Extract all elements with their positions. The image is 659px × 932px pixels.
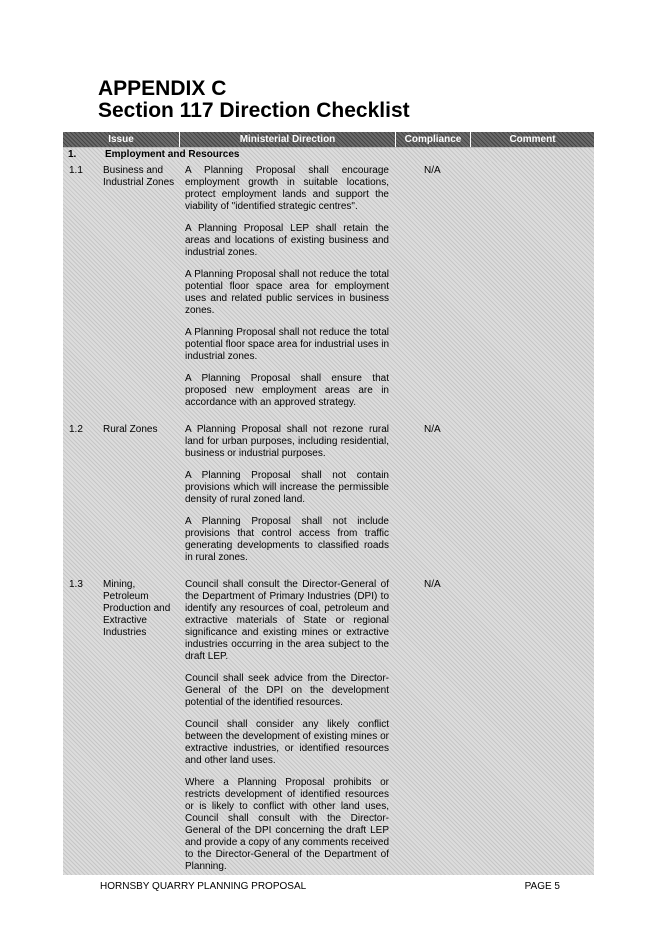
row-comment bbox=[471, 576, 594, 873]
row-direction bbox=[180, 576, 396, 873]
row-compliance: N/A bbox=[424, 165, 441, 176]
direction-paragraph: A Planning Proposal LEP shall retain the areas and locations of existing business and industrial zones. bbox=[185, 223, 389, 258]
direction-paragraph: A Planning Proposal shall not reduce the total potential floor space area for employment uses and related public services in business zones. bbox=[185, 269, 389, 316]
row-direction bbox=[180, 421, 396, 564]
direction-paragraph: Council shall seek advice from the Director-General of the DPI on the development potential of the identified resources. bbox=[185, 673, 389, 708]
row-compliance: N/A bbox=[424, 579, 441, 590]
header-compliance: Compliance bbox=[396, 132, 471, 147]
row-number: 1.2 bbox=[69, 424, 83, 435]
row-issue: Rural Zones bbox=[103, 424, 158, 435]
table-header-row bbox=[63, 132, 594, 147]
row-compliance: N/A bbox=[424, 424, 441, 435]
row-number: 1.3 bbox=[69, 579, 83, 590]
footer-page-number: PAGE 5 bbox=[524, 881, 560, 892]
section-title: Employment and Resources bbox=[105, 149, 240, 160]
section-number: 1. bbox=[68, 149, 77, 160]
header-ministerial-direction: Ministerial Direction bbox=[180, 132, 396, 147]
row-issue: Business and Industrial Zones bbox=[103, 165, 175, 188]
direction-paragraph: A Planning Proposal shall ensure that proposed new employment areas are in accordance with an approved strategy. bbox=[185, 373, 389, 408]
direction-paragraph: A Planning Proposal shall not include provisions that control access from traffic generating developments to classified roads in rural zones. bbox=[185, 516, 389, 563]
row-issue: Mining, Petroleum Production and Extractive Industries bbox=[103, 579, 171, 638]
table-row bbox=[63, 421, 594, 576]
row-comment bbox=[471, 162, 594, 409]
direction-paragraph: Where a Planning Proposal prohibits or restricts development of identified resources or is likely to conflict with other land uses, Council shall consult with the Director-General of the DPI concerning the draft LEP and provide a copy of any comments received to the Director-General of the Department of Planning. bbox=[185, 777, 389, 872]
section-row bbox=[63, 147, 594, 162]
table-row bbox=[63, 576, 594, 875]
footer-document-title: HORNSBY QUARRY PLANNING PROPOSAL bbox=[100, 881, 307, 892]
direction-paragraph: A Planning Proposal shall not rezone rural land for urban purposes, including residential, business or industrial purposes. bbox=[185, 424, 389, 459]
header-issue: Issue bbox=[63, 132, 180, 147]
direction-paragraph: A Planning Proposal shall not contain provisions which will increase the permissible density of rural zoned land. bbox=[185, 470, 389, 505]
direction-checklist-table bbox=[63, 132, 594, 875]
appendix-title: APPENDIX C bbox=[98, 77, 227, 100]
header-comment: Comment bbox=[509, 134, 556, 145]
row-number: 1.1 bbox=[69, 165, 83, 176]
direction-paragraph: A Planning Proposal shall not reduce the total potential floor space area for industrial uses in industrial zones. bbox=[185, 327, 390, 362]
table-row bbox=[63, 162, 594, 421]
direction-paragraph: A Planning Proposal shall encourage employment growth in suitable locations, protect employment lands and support the viability of "identified strategic centres". bbox=[185, 165, 389, 212]
direction-paragraph: Council shall consult the Director-General of the Department of Primary Industries (DPI) to identify any resources of coal, petroleum and extractive materials of State or regional significance and existing mines or extractive industries occurring in the area subject to the draft LEP. bbox=[185, 579, 389, 662]
checklist-title: Section 117 Direction Checklist bbox=[98, 99, 410, 122]
page-footer bbox=[100, 881, 560, 892]
table-body bbox=[63, 162, 594, 875]
page-heading bbox=[98, 78, 598, 122]
row-comment bbox=[471, 421, 594, 564]
row-direction bbox=[180, 162, 396, 409]
direction-paragraph: Council shall consider any likely conflict between the development of existing mines or extractive industries, or identified resources and other land uses. bbox=[185, 719, 389, 766]
